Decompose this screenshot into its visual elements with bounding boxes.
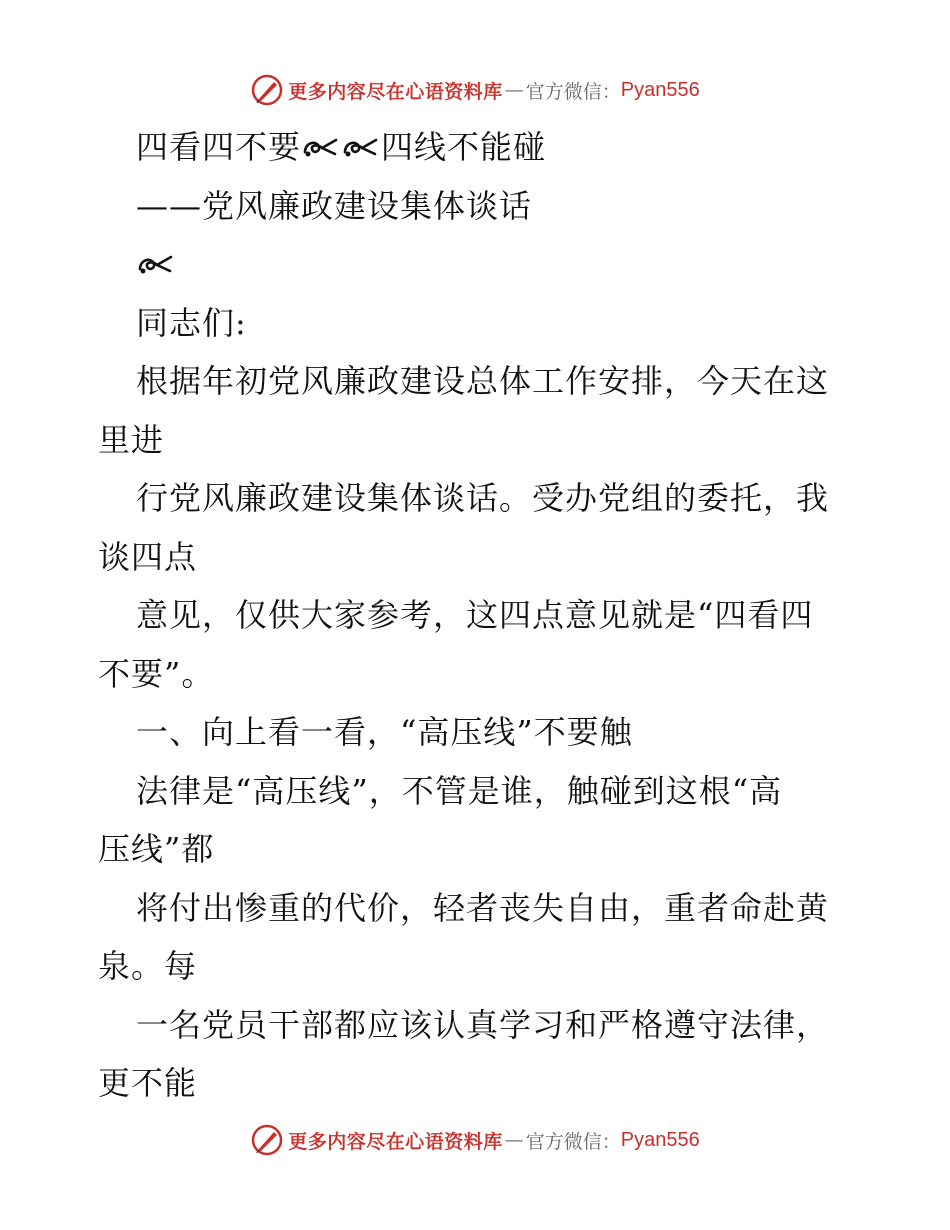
paragraph-line: 将付出惨重的代价，轻者丧失自由，重者命赴黄 bbox=[136, 888, 830, 927]
paragraph-line: 同志们: bbox=[136, 303, 247, 342]
title-part1: 四看四不要 bbox=[136, 128, 302, 166]
header-site-text: 更多内容尽在心语资料库 bbox=[288, 80, 503, 103]
paragraph-line: 一名党员干部都应该认真学习和严格遵守法律， bbox=[136, 1005, 830, 1044]
footer-banner bbox=[0, 1120, 950, 1160]
paragraph-line: 意见，仅供大家参考，这四点意见就是“四看四 bbox=[136, 596, 814, 634]
footer-wechat-label: 官方微信： bbox=[525, 1130, 621, 1153]
ornament-line bbox=[98, 235, 858, 294]
footer-wechat-id: Pyan556 bbox=[620, 1128, 700, 1151]
paragraph-line: 行党风廉政建设集体谈话。受办党组的委托，我 bbox=[136, 479, 830, 517]
paragraph-line: 压线”都 bbox=[98, 830, 215, 868]
section-heading: 一、向上看一看，“高压线”不要触 bbox=[136, 713, 633, 751]
title-part2: 四线不能碰 bbox=[381, 128, 547, 166]
quill-pen-circle-icon bbox=[250, 1123, 284, 1157]
ornament-flourish-icon bbox=[342, 134, 380, 160]
document-body bbox=[98, 118, 858, 1113]
header-banner bbox=[0, 70, 950, 110]
header-wechat-id: Pyan556 bbox=[620, 78, 700, 101]
paragraph-line: 更不能 bbox=[98, 1064, 198, 1102]
ornament-flourish-icon bbox=[302, 134, 340, 160]
ornament-flourish-icon bbox=[137, 251, 175, 277]
paragraph-line: 根据年初党风廉政建设总体工作安排，今天在这 bbox=[136, 362, 830, 400]
paragraph-line: 不要”。 bbox=[98, 654, 215, 693]
header-separator: — bbox=[504, 79, 524, 101]
header-wechat-label: 官方微信： bbox=[525, 80, 621, 103]
footer-separator: — bbox=[504, 1129, 524, 1151]
paragraph-line: 谈四点 bbox=[98, 537, 198, 576]
document-title bbox=[98, 118, 858, 177]
paragraph-line: 里进 bbox=[98, 420, 165, 459]
footer-site-text: 更多内容尽在心语资料库 bbox=[288, 1130, 503, 1153]
quill-pen-circle-icon bbox=[250, 73, 284, 107]
document-subtitle: ——党风廉政建设集体谈话 bbox=[136, 186, 533, 225]
paragraph-line: 法律是“高压线”，不管是谁，触碰到这根“高 bbox=[136, 771, 783, 810]
paragraph-line: 泉。每 bbox=[98, 947, 198, 985]
